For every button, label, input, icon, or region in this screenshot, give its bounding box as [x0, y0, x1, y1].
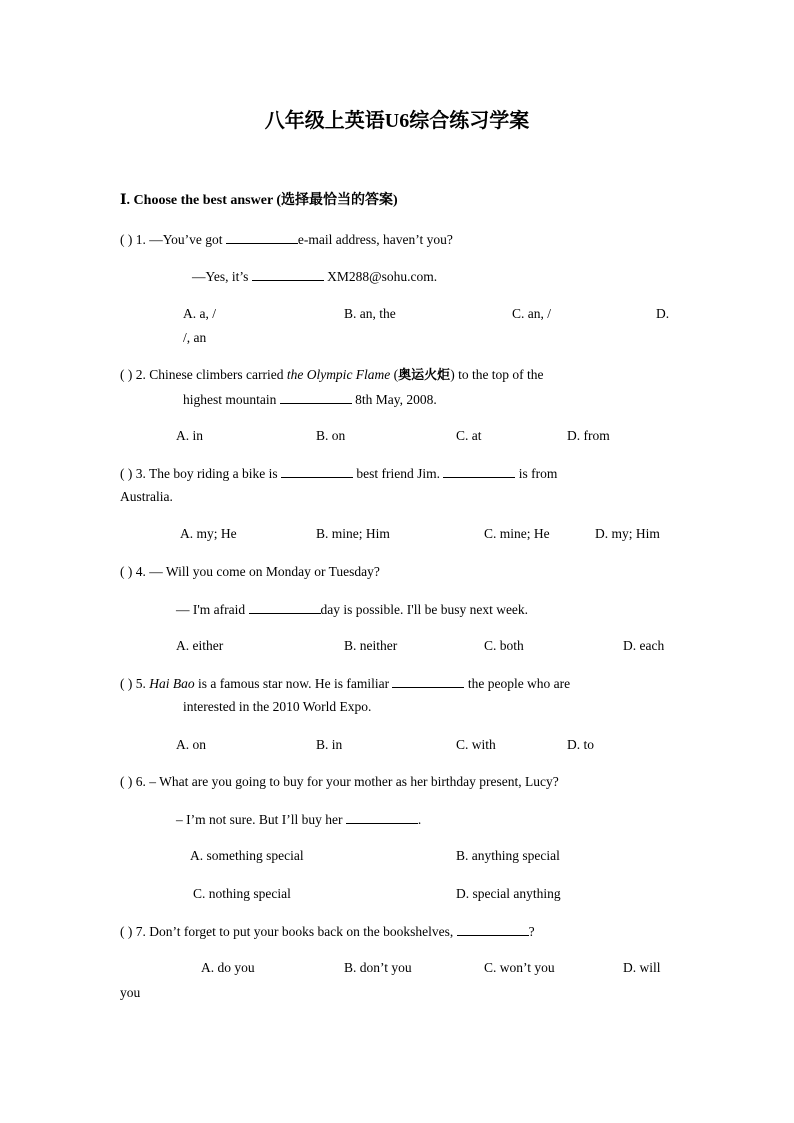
- question-text: .: [417, 812, 422, 827]
- question-7-line-1: [120, 923, 535, 940]
- question-text-italic: the Olympic Flame: [286, 367, 391, 382]
- paren-open: (: [393, 367, 399, 382]
- q3-option-b: B. mine; Him: [316, 526, 390, 541]
- question-6-line-2: [176, 811, 421, 828]
- question-text: highest mountain: [183, 392, 277, 407]
- question-text: e-mail address, haven’t you?: [297, 232, 453, 247]
- q5-option-c: C. with: [456, 737, 496, 752]
- answer-blank[interactable]: [443, 465, 515, 478]
- answer-paren: ( ) 1.: [120, 232, 146, 247]
- q1-option-d: D.: [656, 306, 670, 321]
- question-text-italic: Hai Bao: [149, 676, 195, 691]
- question-4-line-2: [176, 601, 528, 618]
- question-text: —Yes, it’s: [192, 269, 249, 284]
- q1-option-b: B. an, the: [344, 306, 396, 321]
- answer-paren: ( ) 5.: [120, 676, 146, 691]
- q4-option-a: A. either: [176, 638, 224, 653]
- section-heading: Ⅰ. Choose the best answer (选择最恰当的答案): [120, 193, 398, 208]
- question-text: The boy riding a bike is: [149, 466, 278, 481]
- question-2-line-1: [120, 367, 544, 384]
- question-text: 8th May, 2008.: [355, 392, 437, 407]
- question-text: best friend Jim.: [356, 466, 440, 481]
- q1-option-c: C. an, /: [512, 306, 551, 321]
- question-5-line-1: [120, 675, 570, 692]
- question-text: —You’ve got: [149, 232, 223, 247]
- paren-close: ): [450, 367, 455, 382]
- chinese-gloss: 奥运火炬: [398, 368, 451, 383]
- question-1-line-1: [120, 231, 453, 248]
- question-text: – I’m not sure. But I’ll buy her: [176, 812, 343, 827]
- answer-blank[interactable]: [249, 601, 321, 614]
- question-text: ?: [528, 924, 535, 939]
- q3-option-c: C. mine; He: [484, 526, 550, 541]
- page-title: 八年级上英语U6综合练习学案: [264, 110, 530, 132]
- question-1-line-2: [192, 268, 437, 285]
- answer-blank[interactable]: [281, 465, 353, 478]
- question-text: day is possible. I'll be busy next week.: [320, 602, 529, 617]
- question-text: – What are you going to buy for your mother as her birthday present, Lucy?: [149, 774, 559, 789]
- answer-paren: ( ) 6.: [120, 774, 146, 789]
- q2-option-c: C. at: [456, 428, 482, 443]
- q5-option-d: D. to: [567, 737, 594, 752]
- answer-blank[interactable]: [346, 811, 418, 824]
- q7-option-c: C. won’t you: [484, 960, 555, 975]
- question-text: is a famous star now. He is familiar: [198, 676, 390, 691]
- q2-option-d: D. from: [567, 428, 610, 443]
- question-3-line-2: Australia.: [120, 489, 173, 504]
- answer-blank[interactable]: [226, 231, 298, 244]
- answer-paren: ( ) 7.: [120, 924, 146, 939]
- q1-option-d-cont: /, an: [183, 330, 207, 345]
- q2-option-a: A. in: [176, 428, 203, 443]
- question-text: is from: [518, 466, 558, 481]
- q5-option-b: B. in: [316, 737, 343, 752]
- q6-option-c: C. nothing special: [193, 886, 291, 901]
- question-6-line-1: [120, 774, 559, 790]
- q3-option-a: A. my; He: [180, 526, 237, 541]
- question-text: to the top of the: [458, 367, 544, 382]
- question-text: XM288@sohu.com.: [327, 269, 438, 284]
- q1-option-a: A. a, /: [183, 306, 216, 321]
- question-text: — Will you come on Monday or Tuesday?: [149, 564, 380, 579]
- question-text: Chinese climbers carried: [149, 367, 284, 382]
- question-2-line-2: [183, 391, 437, 408]
- answer-blank[interactable]: [457, 923, 529, 936]
- answer-paren: ( ) 3.: [120, 466, 146, 481]
- answer-blank[interactable]: [280, 391, 352, 404]
- answer-blank[interactable]: [252, 268, 324, 281]
- q7-option-d: D. will: [623, 960, 661, 975]
- question-4-line-1: [120, 564, 380, 580]
- q4-option-c: C. both: [484, 638, 524, 653]
- answer-blank[interactable]: [392, 675, 464, 688]
- q7-option-a: A. do you: [201, 960, 255, 975]
- question-text: — I'm afraid: [176, 602, 246, 617]
- q4-option-b: B. neither: [344, 638, 398, 653]
- q3-option-d: D. my; Him: [595, 526, 660, 541]
- q6-option-b: B. anything special: [456, 848, 560, 863]
- answer-paren: ( ) 2.: [120, 367, 146, 382]
- q6-option-a: A. something special: [190, 848, 304, 863]
- question-text: Don’t forget to put your books back on the bookshelves,: [149, 924, 454, 939]
- question-text: the people who are: [467, 676, 571, 691]
- q5-option-a: A. on: [176, 737, 206, 752]
- question-5-line-2: interested in the 2010 World Expo.: [183, 699, 372, 714]
- q2-option-b: B. on: [316, 428, 346, 443]
- q7-option-b: B. don’t you: [344, 960, 412, 975]
- q7-option-d-cont: you: [120, 985, 141, 1000]
- question-3-line-1: [120, 465, 557, 482]
- q4-option-d: D. each: [623, 638, 665, 653]
- q6-option-d: D. special anything: [456, 886, 561, 901]
- answer-paren: ( ) 4.: [120, 564, 146, 579]
